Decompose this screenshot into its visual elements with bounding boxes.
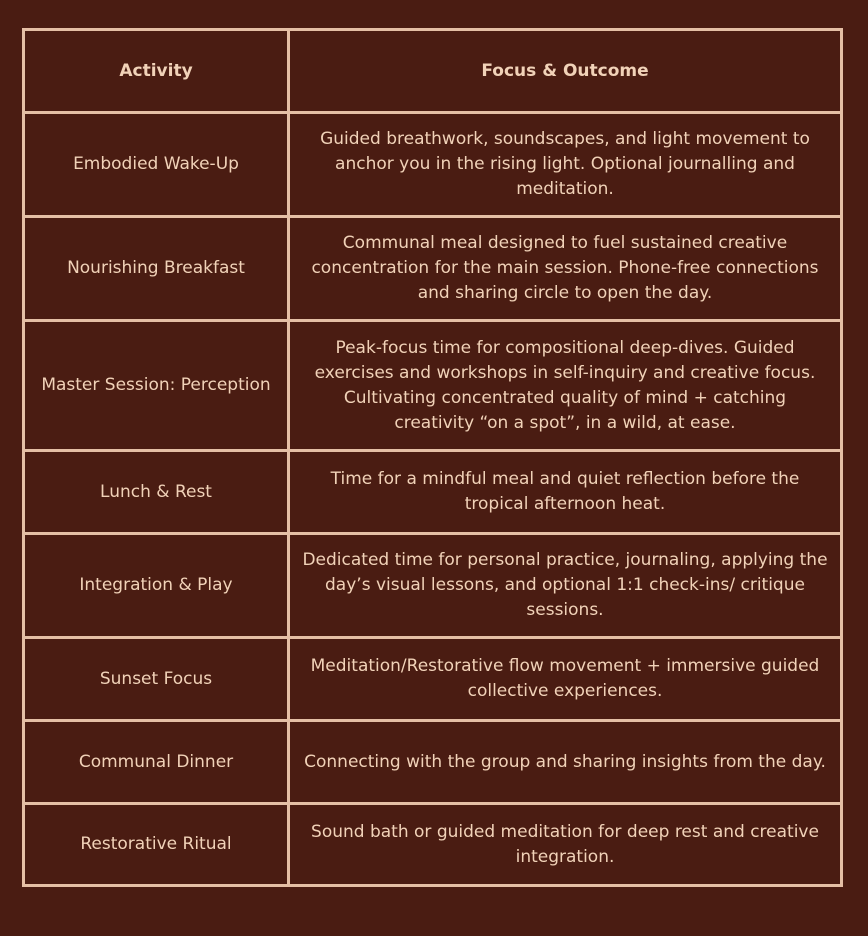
schedule-table xyxy=(22,28,843,887)
table-row xyxy=(24,217,842,321)
activity-cell: Embodied Wake-Up xyxy=(24,113,289,217)
table-row xyxy=(24,721,842,804)
header-focus-outcome: Focus & Outcome xyxy=(289,30,842,113)
table-row xyxy=(24,804,842,886)
activity-cell: Lunch & Rest xyxy=(24,451,289,534)
table-row xyxy=(24,638,842,721)
focus-cell: Connecting with the group and sharing insights from the day. xyxy=(289,721,842,804)
focus-cell: Dedicated time for personal practice, journaling, applying the day’s visual lessons, and optional 1:1 check-ins/ critique sessions. xyxy=(289,534,842,638)
table-header-row xyxy=(24,30,842,113)
activity-cell: Nourishing Breakfast xyxy=(24,217,289,321)
table-row xyxy=(24,451,842,534)
focus-cell: Peak-focus time for compositional deep-dives. Guided exercises and workshops in self-inquiry and creative focus. Cultivating concentrated quality of mind + catching creativity “on a spot”, in a wild, at ease. xyxy=(289,321,842,451)
table-row xyxy=(24,321,842,451)
focus-cell: Communal meal designed to fuel sustained creative concentration for the main session. Phone-free connections and sharing circle to open the day. xyxy=(289,217,842,321)
focus-cell: Time for a mindful meal and quiet reflection before the tropical afternoon heat. xyxy=(289,451,842,534)
focus-cell: Meditation/Restorative flow movement + immersive guided collective experiences. xyxy=(289,638,842,721)
activity-cell: Restorative Ritual xyxy=(24,804,289,886)
focus-cell: Sound bath or guided meditation for deep rest and creative integration. xyxy=(289,804,842,886)
header-activity: Activity xyxy=(24,30,289,113)
activity-cell: Master Session: Perception xyxy=(24,321,289,451)
table-row xyxy=(24,113,842,217)
activity-cell: Sunset Focus xyxy=(24,638,289,721)
activity-cell: Integration & Play xyxy=(24,534,289,638)
table-row xyxy=(24,534,842,638)
schedule-table-wrapper xyxy=(22,28,840,887)
focus-cell: Guided breathwork, soundscapes, and light movement to anchor you in the rising light. Optional journalling and meditation. xyxy=(289,113,842,217)
activity-cell: Communal Dinner xyxy=(24,721,289,804)
